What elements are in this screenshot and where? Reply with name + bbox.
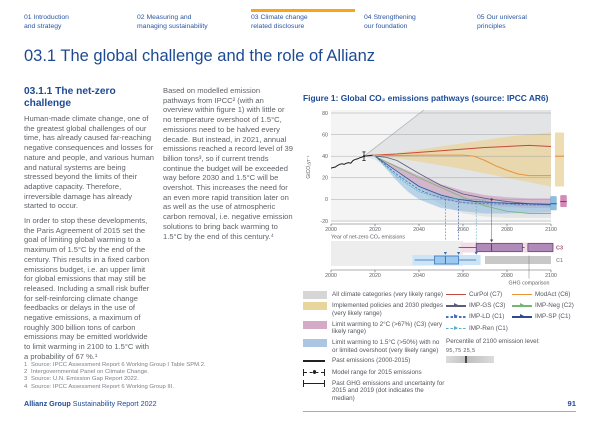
footnote-text: Source: IPCC Assessment Report 6 Working Group I Table SPM.2. xyxy=(31,362,206,368)
svg-text:2040: 2040 xyxy=(413,273,425,280)
model-range-glyph xyxy=(303,369,327,377)
footnote-4 xyxy=(24,384,289,391)
legend-item-15c xyxy=(303,339,446,354)
percentile-glyph xyxy=(446,348,576,364)
footnote-text: Source: IPCC Assessment Report 6 Working Group III. xyxy=(31,383,174,390)
svg-text:2080: 2080 xyxy=(501,273,513,280)
legend-label: Limit warming to 2°C (>67%) (C3) (very likely range) xyxy=(332,320,443,336)
svg-text:2080: 2080 xyxy=(501,227,513,234)
footnote-text: Source: U.N. Emission Gap Report 2022. xyxy=(31,376,139,383)
legend-label: Implemented policies and 2030 pledges (very likely range) xyxy=(332,302,443,317)
imp-ld-line-glyph xyxy=(446,314,466,320)
pink-band-swatch xyxy=(303,321,327,329)
nav-item-line1: 01 Introduction xyxy=(24,14,69,21)
svg-text:2100: 2100 xyxy=(545,227,557,234)
curpol-line-glyph xyxy=(446,292,466,298)
uncertainty-range-glyph xyxy=(303,380,327,388)
modact-line-glyph xyxy=(512,292,532,298)
emissions-chart-svg xyxy=(303,108,576,288)
gray-band-swatch xyxy=(303,291,327,299)
footnote-2 xyxy=(24,369,289,376)
svg-text:C3: C3 xyxy=(556,245,564,252)
legend-label: Model range for 2015 emissions xyxy=(332,368,422,376)
legend-label: All climate categories (very likely range) xyxy=(332,291,443,298)
figure-divider xyxy=(303,411,576,412)
svg-text:-20: -20 xyxy=(320,218,328,225)
svg-text:GHG comparison: GHG comparison xyxy=(508,280,550,287)
legend-item-past-emissions xyxy=(303,357,446,365)
imp-ren-line-glyph xyxy=(446,325,466,331)
nav-item-line1: 04 Strengthening xyxy=(364,14,416,21)
percentile-label: Percentile of 2100 emission level: xyxy=(446,338,540,346)
section-heading: 03.1.1 The net-zero challenge xyxy=(24,86,116,109)
nav-item-line2: our foundation xyxy=(364,22,408,30)
svg-text:2100: 2100 xyxy=(545,273,557,280)
svg-text:2060: 2060 xyxy=(457,227,469,234)
footnote-number: 4 xyxy=(24,383,28,390)
nav-item-line1: 05 Our universal xyxy=(477,14,527,21)
svg-text:2060: 2060 xyxy=(457,273,469,280)
legend-item-all-categories xyxy=(303,291,446,299)
legend-entry-imp-ld xyxy=(446,313,512,321)
svg-text:2000: 2000 xyxy=(325,273,337,280)
svg-text:20: 20 xyxy=(322,175,328,182)
imp-neg-line-glyph xyxy=(512,303,532,309)
legend-entry-imp-sp xyxy=(512,313,576,321)
legend-entry-imp-neg xyxy=(512,302,576,310)
nav-item-strengthening[interactable] xyxy=(364,14,468,31)
legend-series-column xyxy=(446,291,576,406)
nav-item-principles[interactable] xyxy=(477,14,581,31)
nav-item-line1: 02 Measuring and xyxy=(137,14,192,21)
nav-item-climate[interactable] xyxy=(251,14,355,31)
legend-item-model-range xyxy=(303,369,446,377)
nav-item-line2: managing sustainability xyxy=(137,22,208,30)
page-number: 91 xyxy=(567,399,576,408)
footnote-number: 3 xyxy=(24,376,28,383)
footnote-number: 2 xyxy=(24,369,28,376)
imp-gs-line-glyph xyxy=(446,303,466,309)
legend-item-2c xyxy=(303,321,446,336)
percentile-bar xyxy=(446,356,494,363)
active-section-indicator xyxy=(251,9,355,12)
page-footer xyxy=(24,399,576,408)
svg-text:60: 60 xyxy=(322,132,328,139)
svg-text:80: 80 xyxy=(322,110,328,117)
paragraph: Based on modelled emission pathways from IPCC² (with an overview within figure 1) with little or no temperature overshoot of 1.5°C, emissions need to be halved every decade. But instead, in 2021, annual emissions reached a record level of 39 billion tons³, so if current trends continue the budget will be exceeded way before 2030 and 1.5°C will be overshot. This increases the need for an even more rapid transition later on as well as the use of atmospheric carbon removal, i.e. negative emission solutions to bring back warming to 1.5°C by the end of this century.⁴ xyxy=(163,86,294,241)
legend-label: IMP-Neg (C2) xyxy=(535,302,574,310)
svg-text:C1: C1 xyxy=(556,258,564,264)
footnote-1 xyxy=(24,362,289,369)
legend-bands-column xyxy=(303,291,446,406)
svg-text:2040: 2040 xyxy=(413,227,425,234)
legend-label: ModAct (C6) xyxy=(535,291,571,298)
footnote-text: Intergovernmental Panel on Climate Change. xyxy=(31,369,149,376)
svg-text:GtCO₂yr⁻¹: GtCO₂yr⁻¹ xyxy=(306,155,312,179)
legend-entry-imp-gs xyxy=(446,302,512,310)
figure-title: Figure 1: Global CO₂ emissions pathways (source: IPCC AR6) xyxy=(303,93,549,103)
legend-label: IMP-SP (C1) xyxy=(535,313,571,321)
black-line-glyph xyxy=(303,357,327,365)
chart-legend xyxy=(303,291,576,406)
nav-item-line2: principles xyxy=(477,22,506,30)
legend-item-policies xyxy=(303,302,446,317)
footnote-3 xyxy=(24,376,289,383)
legend-label: IMP-LD (C1) xyxy=(469,313,505,321)
legend-label: IMP-Ren (C1) xyxy=(469,324,508,332)
legend-label: CurPol (C7) xyxy=(469,291,503,298)
legend-label: IMP-GS (C3) xyxy=(469,302,506,310)
legend-label: Past emissions (2000-2015) xyxy=(332,357,411,365)
blue-band-swatch xyxy=(303,339,327,347)
legend-label: Limit warming to 1.5°C (>50%) with no or limited overshoot (very likely range) xyxy=(332,338,440,354)
figure-1 xyxy=(303,93,576,412)
nav-item-line1: 03 Climate change xyxy=(251,14,308,21)
svg-text:40: 40 xyxy=(322,154,328,160)
nav-item-measuring[interactable] xyxy=(137,14,241,31)
legend-entry-curpol xyxy=(446,291,512,299)
legend-entry-imp-ren xyxy=(446,325,512,333)
svg-text:2020: 2020 xyxy=(369,273,381,280)
svg-text:2000: 2000 xyxy=(325,227,337,234)
imp-sp-line-glyph xyxy=(512,314,532,320)
legend-entry-modact xyxy=(512,291,576,299)
nav-item-line2: and strategy xyxy=(24,22,62,30)
paragraph: Human-made climate change, one of the greatest global challenges of our time, has already caused far-reaching negative consequences and losses for nature and people, and various human and natural systems are being stressed beyond the limits of their adaptive capacity. Therefore, irreversible damage has already started to occur. xyxy=(24,114,155,211)
nav-item-introduction[interactable] xyxy=(24,14,128,31)
svg-text:2020: 2020 xyxy=(369,227,381,234)
nav-item-line2: related disclosure xyxy=(251,22,305,30)
legend-label: Past GHG emissions and uncertainty for 2015 and 2019 (dot indicates the median) xyxy=(332,379,445,402)
text-column-2 xyxy=(163,86,294,246)
svg-text:Year of net-zero CO₂ emissions: Year of net-zero CO₂ emissions xyxy=(331,234,405,241)
text-column-1 xyxy=(24,86,155,367)
footnotes xyxy=(24,362,289,391)
tan-band-swatch xyxy=(303,302,327,310)
footnote-number: 1 xyxy=(24,362,28,368)
svg-text:0: 0 xyxy=(325,197,328,204)
percentile-ticks: 95,75 25,5 xyxy=(446,347,476,354)
page-title: 03.1 The global challenge and the role of Allianz xyxy=(24,47,376,65)
paragraph: In order to stop these developments, the Paris Agreement of 2015 set the goal of limiting global warming to a maximum of 1.5°C by the end of the century. This results in a fixed carbon emissions budget, i.e. an upper limit for global emissions that may still be released. Including a small risk buffer for self-reinforcing climate change feedbacks or delays in the use of negative emissions, a maximum of roughly 300 billion tons of carbon emissions may be emitted worldwide to limit warming in 2100 to 1.5°C with a probability of 67 %.¹ xyxy=(24,216,150,361)
footer-report-name: Sustainability Report 2022 xyxy=(70,399,157,408)
footer-brand: Allianz Group xyxy=(24,399,71,408)
